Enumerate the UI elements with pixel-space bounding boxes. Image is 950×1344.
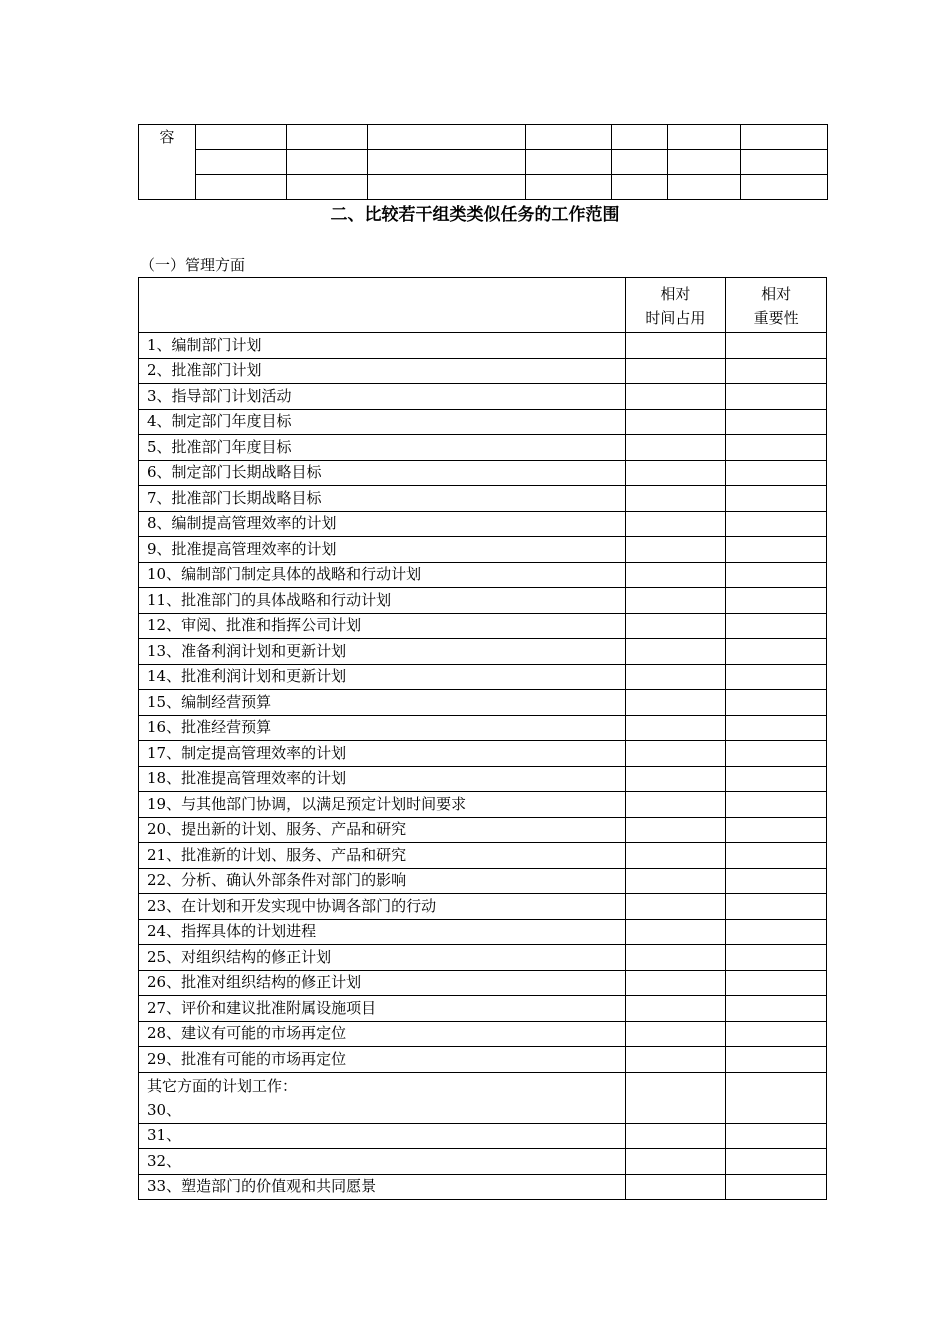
task-label: 2、批准部门计划 bbox=[139, 358, 626, 384]
table-row-other bbox=[139, 1072, 827, 1123]
task-label: 14、批准利润计划和更新计划 bbox=[139, 664, 626, 690]
importance-cell[interactable] bbox=[726, 409, 827, 435]
importance-cell[interactable] bbox=[726, 1072, 827, 1123]
importance-cell[interactable] bbox=[726, 639, 827, 665]
item-31-label: 31、 bbox=[139, 1123, 626, 1149]
top-table-cell[interactable] bbox=[612, 125, 668, 150]
time-cell[interactable] bbox=[625, 970, 726, 996]
table-row bbox=[139, 537, 827, 563]
top-table-lead-label: 容 bbox=[159, 128, 175, 146]
importance-cell[interactable] bbox=[726, 588, 827, 614]
task-label: 24、指挥具体的计划进程 bbox=[139, 919, 626, 945]
table-row bbox=[139, 664, 827, 690]
time-cell[interactable] bbox=[625, 511, 726, 537]
importance-cell[interactable] bbox=[726, 384, 827, 410]
importance-cell[interactable] bbox=[726, 333, 827, 359]
task-label: 6、制定部门长期战略目标 bbox=[139, 460, 626, 486]
table-row bbox=[139, 562, 827, 588]
top-table-cell[interactable] bbox=[741, 175, 828, 200]
time-cell[interactable] bbox=[625, 817, 726, 843]
task-label: 1、编制部门计划 bbox=[139, 333, 626, 359]
importance-cell[interactable] bbox=[726, 1021, 827, 1047]
time-cell[interactable] bbox=[625, 1047, 726, 1073]
time-cell[interactable] bbox=[625, 690, 726, 716]
task-label: 12、审阅、批准和指挥公司计划 bbox=[139, 613, 626, 639]
table-row bbox=[139, 996, 827, 1022]
importance-cell[interactable] bbox=[726, 664, 827, 690]
time-cell[interactable] bbox=[625, 1174, 726, 1200]
task-label: 21、批准新的计划、服务、产品和研究 bbox=[139, 843, 626, 869]
time-cell[interactable] bbox=[625, 868, 726, 894]
importance-cell[interactable] bbox=[726, 766, 827, 792]
importance-cell[interactable] bbox=[726, 945, 827, 971]
table-row bbox=[139, 817, 827, 843]
task-label: 4、制定部门年度目标 bbox=[139, 409, 626, 435]
subsection-label: （一）管理方面 bbox=[140, 256, 246, 274]
top-table-cell[interactable] bbox=[526, 175, 612, 200]
table-row bbox=[139, 511, 827, 537]
task-label: 7、批准部门长期战略目标 bbox=[139, 486, 626, 512]
task-label: 16、批准经营预算 bbox=[139, 715, 626, 741]
item-30-label: 30、 bbox=[147, 1100, 182, 1119]
table-row bbox=[139, 894, 827, 920]
header-relative-importance-line2: 重要性 bbox=[753, 309, 799, 327]
table-row bbox=[139, 460, 827, 486]
task-label: 11、批准部门的具体战略和行动计划 bbox=[139, 588, 626, 614]
importance-cell[interactable] bbox=[726, 970, 827, 996]
top-table-row bbox=[139, 150, 828, 175]
task-label: 23、在计划和开发实现中协调各部门的行动 bbox=[139, 894, 626, 920]
importance-cell[interactable] bbox=[726, 715, 827, 741]
time-cell[interactable] bbox=[625, 409, 726, 435]
importance-cell[interactable] bbox=[726, 486, 827, 512]
task-label: 10、编制部门制定具体的战略和行动计划 bbox=[139, 562, 626, 588]
task-label: 26、批准对组织结构的修正计划 bbox=[139, 970, 626, 996]
item-32-label: 32、 bbox=[139, 1149, 626, 1175]
task-label: 17、制定提高管理效率的计划 bbox=[139, 741, 626, 767]
table-row bbox=[139, 639, 827, 665]
table-row bbox=[139, 1149, 827, 1175]
top-table-cell[interactable] bbox=[367, 125, 526, 150]
task-label: 13、准备利润计划和更新计划 bbox=[139, 639, 626, 665]
table-row bbox=[139, 1021, 827, 1047]
time-cell[interactable] bbox=[625, 588, 726, 614]
other-label: 其它方面的计划工作： bbox=[147, 1076, 298, 1095]
time-cell[interactable] bbox=[625, 1021, 726, 1047]
importance-cell[interactable] bbox=[726, 996, 827, 1022]
table-row bbox=[139, 588, 827, 614]
importance-cell[interactable] bbox=[726, 537, 827, 563]
table-row bbox=[139, 358, 827, 384]
time-cell[interactable] bbox=[625, 1123, 726, 1149]
table-row bbox=[139, 715, 827, 741]
table-row bbox=[139, 486, 827, 512]
importance-cell[interactable] bbox=[726, 435, 827, 461]
top-table-cell[interactable] bbox=[612, 175, 668, 200]
importance-cell[interactable] bbox=[726, 741, 827, 767]
table-row bbox=[139, 919, 827, 945]
time-cell[interactable] bbox=[625, 460, 726, 486]
table-row bbox=[139, 970, 827, 996]
time-cell[interactable] bbox=[625, 435, 726, 461]
table-row bbox=[139, 690, 827, 716]
top-table-cell[interactable] bbox=[367, 150, 526, 175]
importance-cell[interactable] bbox=[726, 460, 827, 486]
header-relative-time-line1: 相对 bbox=[660, 285, 691, 303]
top-table-cell[interactable] bbox=[668, 125, 741, 150]
table-row bbox=[139, 1047, 827, 1073]
top-table-row bbox=[139, 125, 828, 150]
task-label: 20、提出新的计划、服务、产品和研究 bbox=[139, 817, 626, 843]
table-row bbox=[139, 435, 827, 461]
header-relative-importance-line1: 相对 bbox=[761, 285, 792, 303]
table-row bbox=[139, 409, 827, 435]
task-label: 27、评价和建议批准附属设施项目 bbox=[139, 996, 626, 1022]
top-table-cell[interactable] bbox=[286, 150, 367, 175]
time-cell[interactable] bbox=[625, 766, 726, 792]
importance-cell[interactable] bbox=[726, 562, 827, 588]
top-table-cell[interactable] bbox=[741, 150, 828, 175]
section-title: 二、比较若干组类类似任务的工作范围 bbox=[330, 205, 620, 225]
time-cell[interactable] bbox=[625, 639, 726, 665]
importance-cell[interactable] bbox=[726, 1149, 827, 1175]
importance-cell[interactable] bbox=[726, 690, 827, 716]
table-row bbox=[139, 792, 827, 818]
header-relative-time-line2: 时间占用 bbox=[645, 309, 706, 327]
importance-cell[interactable] bbox=[726, 613, 827, 639]
task-label: 25、对组织结构的修正计划 bbox=[139, 945, 626, 971]
importance-cell[interactable] bbox=[726, 843, 827, 869]
importance-cell[interactable] bbox=[726, 511, 827, 537]
table-row bbox=[139, 843, 827, 869]
task-label: 28、建议有可能的市场再定位 bbox=[139, 1021, 626, 1047]
top-table-cell[interactable] bbox=[286, 175, 367, 200]
importance-cell[interactable] bbox=[726, 868, 827, 894]
top-table-cell[interactable] bbox=[286, 125, 367, 150]
table-row bbox=[139, 766, 827, 792]
task-label: 3、指导部门计划活动 bbox=[139, 384, 626, 410]
top-table-lead-cell bbox=[139, 125, 196, 200]
importance-cell[interactable] bbox=[726, 792, 827, 818]
header-relative-time bbox=[625, 278, 726, 333]
table-row bbox=[139, 613, 827, 639]
top-table-cell[interactable] bbox=[526, 150, 612, 175]
top-table-cell[interactable] bbox=[195, 125, 286, 150]
table-row bbox=[139, 945, 827, 971]
importance-cell[interactable] bbox=[726, 358, 827, 384]
task-label: 18、批准提高管理效率的计划 bbox=[139, 766, 626, 792]
top-table-cell[interactable] bbox=[195, 175, 286, 200]
time-cell[interactable] bbox=[625, 664, 726, 690]
top-table-cell[interactable] bbox=[526, 125, 612, 150]
top-table-cell[interactable] bbox=[668, 175, 741, 200]
time-cell[interactable] bbox=[625, 358, 726, 384]
top-table-cell[interactable] bbox=[367, 175, 526, 200]
top-table-cell[interactable] bbox=[612, 150, 668, 175]
top-table-cell[interactable] bbox=[195, 150, 286, 175]
table-row bbox=[139, 868, 827, 894]
table-header-row bbox=[139, 278, 827, 333]
table-row bbox=[139, 1123, 827, 1149]
time-cell[interactable] bbox=[625, 996, 726, 1022]
table-row bbox=[139, 1174, 827, 1200]
management-tasks-table bbox=[138, 277, 827, 1200]
top-table-fragment bbox=[138, 124, 828, 200]
table-row bbox=[139, 741, 827, 767]
top-table-row bbox=[139, 175, 828, 200]
importance-cell[interactable] bbox=[726, 1047, 827, 1073]
time-cell[interactable] bbox=[625, 1149, 726, 1175]
importance-cell[interactable] bbox=[726, 1123, 827, 1149]
importance-cell[interactable] bbox=[726, 919, 827, 945]
time-cell[interactable] bbox=[625, 741, 726, 767]
time-cell[interactable] bbox=[625, 613, 726, 639]
time-cell[interactable] bbox=[625, 843, 726, 869]
task-label: 19、与其他部门协调，以满足预定计划时间要求 bbox=[139, 792, 626, 818]
top-table-cell[interactable] bbox=[741, 125, 828, 150]
header-item-cell bbox=[139, 278, 626, 333]
item-33-label: 33、塑造部门的价值观和共同愿景 bbox=[139, 1174, 626, 1200]
header-relative-importance bbox=[726, 278, 827, 333]
importance-cell[interactable] bbox=[726, 817, 827, 843]
time-cell[interactable] bbox=[625, 384, 726, 410]
task-label: 8、编制提高管理效率的计划 bbox=[139, 511, 626, 537]
table-row bbox=[139, 333, 827, 359]
task-label: 22、分析、确认外部条件对部门的影响 bbox=[139, 868, 626, 894]
time-cell[interactable] bbox=[625, 792, 726, 818]
time-cell[interactable] bbox=[625, 333, 726, 359]
task-label: 5、批准部门年度目标 bbox=[139, 435, 626, 461]
other-item-cell bbox=[139, 1072, 626, 1123]
importance-cell[interactable] bbox=[726, 1174, 827, 1200]
task-label: 9、批准提高管理效率的计划 bbox=[139, 537, 626, 563]
time-cell[interactable] bbox=[625, 486, 726, 512]
time-cell[interactable] bbox=[625, 537, 726, 563]
task-label: 29、批准有可能的市场再定位 bbox=[139, 1047, 626, 1073]
time-cell[interactable] bbox=[625, 919, 726, 945]
top-table-cell[interactable] bbox=[668, 150, 741, 175]
time-cell[interactable] bbox=[625, 715, 726, 741]
time-cell[interactable] bbox=[625, 894, 726, 920]
time-cell[interactable] bbox=[625, 945, 726, 971]
task-label: 15、编制经营预算 bbox=[139, 690, 626, 716]
time-cell[interactable] bbox=[625, 1072, 726, 1123]
importance-cell[interactable] bbox=[726, 894, 827, 920]
table-row bbox=[139, 384, 827, 410]
time-cell[interactable] bbox=[625, 562, 726, 588]
